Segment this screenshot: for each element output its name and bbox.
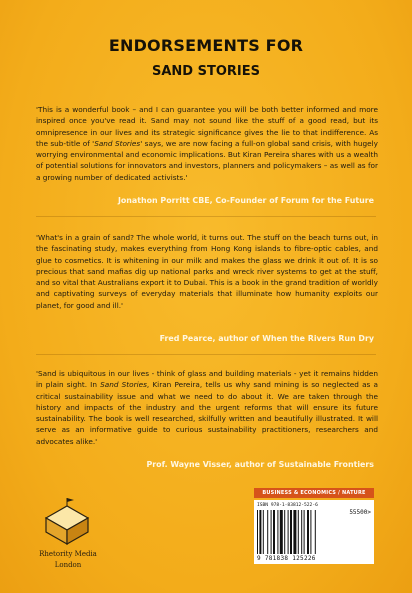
category-band: BUSINESS & ECONOMICS / NATURE	[254, 488, 374, 498]
divider	[36, 216, 376, 217]
endorsement-attribution-2: Fred Pearce, author of When the Rivers Run Dry	[159, 334, 374, 343]
price-code: 55500>	[349, 509, 371, 516]
sandcastle-logo-icon	[36, 498, 98, 546]
endorsement-attribution-3: Prof. Wayne Visser, author of Sustainable Frontiers	[146, 460, 374, 469]
ean-number: 9 781838 125226	[257, 555, 316, 562]
endorsement-quote-2: 'What's in a grain of sand? The whole world, it turns out. The stuff on the beach turns out, in the fascinating study, makes everything from Hong Kong islands to fibre-optic cables, and glue to cosmetics. It is whitening in our milk and makes the glass we drink it out of. It is so precious that sand mafias dig up national parks and wreck river systems to get at the stuff, and so vital that Australians export it to Dubai. This is a book in the grand tradition of worldly and captivating surveys of everyday materials that illuminate how humanity exploits our planet, for good and ill.'	[36, 233, 378, 310]
heading-book-title: SAND STORIES	[152, 64, 260, 79]
divider	[36, 354, 376, 355]
endorsement-quote-3: 'Sand is ubiquitous in our lives - think of glass and building materials - yet it remains hidden in plain sight. In Sand Stories, Kiran Pereira, tells us why sand mining is so neglected as a critical sustainability issue and what we need to do about it. We are taken through the history and impacts of the industry and the urgent reforms that will ensure its future sustainability. The book is well researched, skilfully written and beautifully illustrated. It will serve as an informative guide to curious sustainability practitioners, researchers and advocates alike.'	[36, 369, 378, 446]
endorsement-quote-1: 'This is a wonderful book – and I can guarantee you will be both better informed and more inspired once you've read it. Sand may not sound like the stuff of a good read, but its omnipresence in our lives and its strategic significance gives the lie to that indifference. As the sub-title of 'Sand Stories' says, we are now facing a full-on global sand crisis, with hugely worrying environmental and economic implications. But Kiran Pereira shares with us a wealth of potential solutions for innovators and investors, planners and policymakers – as well as for a growing number of dedicated activists.'	[36, 105, 378, 182]
barcode-bars	[257, 510, 335, 554]
barcode	[254, 500, 374, 564]
endorsement-attribution-1: Jonathon Porritt CBE, Co-Founder of Forum for the Future	[117, 196, 374, 205]
heading-endorsements: ENDORSEMENTS FOR	[108, 36, 304, 55]
publisher-city: London	[54, 561, 82, 569]
publisher-name: Rhetority Media	[39, 550, 97, 558]
isbn-text: ISBN 978-1-83812-522-6	[257, 503, 318, 508]
